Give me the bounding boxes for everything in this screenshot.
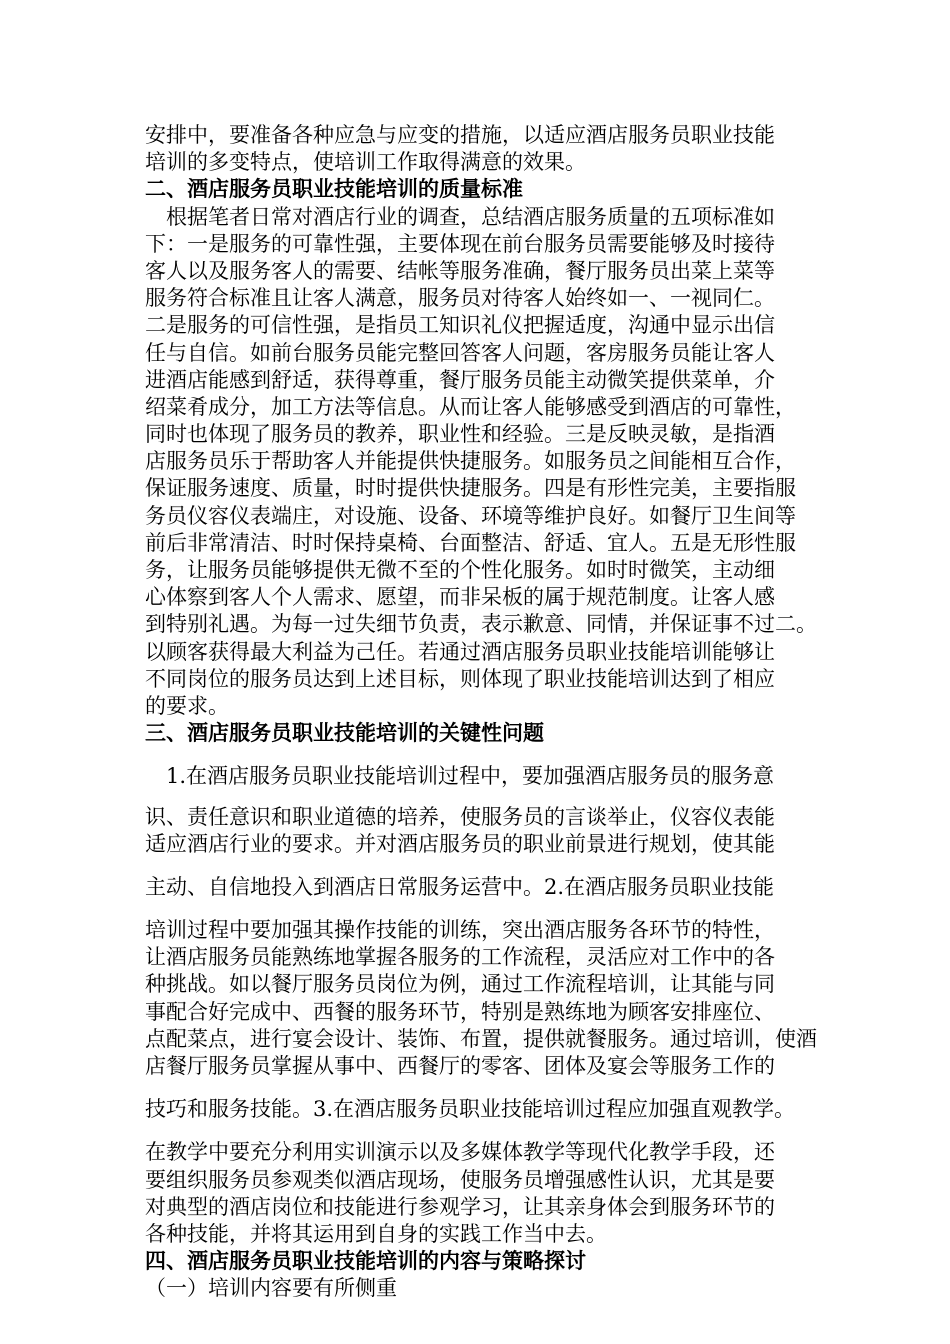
text-line: 不同岗位的服务员达到上述目标，则体现了职业技能培训达到了相应 — [145, 666, 775, 691]
text-line: 同时也体现了服务员的教养，职业性和经验。三是反映灵敏，是指酒 — [145, 422, 775, 447]
text-line: 适应酒店行业的要求。并对酒店服务员的职业前景进行规划，使其能 — [145, 831, 775, 856]
section-heading-3: 三、酒店服务员职业技能培训的关键性问题 — [145, 721, 544, 746]
text-line: 到特别礼遇。为每一过失细节负责，表示歉意、同情，并保证事不过二。 — [145, 612, 817, 637]
text-line: 识、责任意识和职业道德的培养，使服务员的言谈举止，仪容仪表能 — [145, 804, 775, 829]
text-line: 服务符合标准且让客人满意，服务员对待客人始终如一、一视同仁。 — [145, 286, 775, 311]
text-line: 要组织服务员参观类似酒店现场，使服务员增强感性认识，尤其是要 — [145, 1167, 775, 1192]
section-heading-2: 二、酒店服务员职业技能培训的质量标准 — [145, 177, 523, 202]
subsection-heading: （一）培训内容要有所侧重 — [145, 1276, 397, 1301]
text-line: 在教学中要充分利用实训演示以及多媒体教学等现代化教学手段，还 — [145, 1140, 775, 1165]
text-line: 培训过程中要加强其操作技能的训练，突出酒店服务各环节的特性， — [145, 918, 775, 943]
text-line: 培训的多变特点，使培训工作取得满意的效果。 — [145, 150, 586, 175]
text-line: 保证服务速度、质量，时时提供快捷服务。四是有形性完美，主要指服 — [145, 476, 796, 501]
text-line: 任与自信。如前台服务员能完整回答客人问题，客房服务员能让客人 — [145, 340, 775, 365]
text-line: 对典型的酒店岗位和技能进行参观学习，让其亲身体会到服务环节的 — [145, 1194, 775, 1219]
section-heading-4: 四、酒店服务员职业技能培训的内容与策略探讨 — [145, 1249, 586, 1274]
text-line: 店服务员乐于帮助客人并能提供快捷服务。如服务员之间能相互合作， — [145, 449, 796, 474]
text-line: 种挑战。如以餐厅服务员岗位为例，通过工作流程培训，让其能与同 — [145, 972, 775, 997]
text-line: 各种技能，并将其运用到自身的实践工作当中去。 — [145, 1221, 607, 1246]
text-line: 绍菜肴成分，加工方法等信息。从而让客人能够感受到酒店的可靠性， — [145, 394, 796, 419]
text-line: 以顾客获得最大利益为己任。若通过酒店服务员职业技能培训能够让 — [145, 639, 775, 664]
text-line: 根据笔者日常对酒店行业的调查，总结酒店服务质量的五项标准如 — [145, 204, 775, 229]
text-line: 务，让服务员能够提供无微不至的个性化服务。如时时微笑，主动细 — [145, 558, 775, 582]
text-line: 的要求。 — [145, 693, 229, 718]
text-line: 1.在酒店服务员职业技能培训过程中，要加强酒店服务员的服务意 — [145, 764, 775, 789]
text-line: 二是服务的可信性强，是指员工知识礼仪把握适度，沟通中显示出信 — [145, 313, 775, 338]
text-line: 下：一是服务的可靠性强，主要体现在前台服务员需要能够及时接待 — [145, 231, 775, 256]
text-line: 务员仪容仪表端庄，对设施、设备、环境等维护良好。如餐厅卫生间等 — [145, 503, 796, 528]
text-line: 主动、自信地投入到酒店日常服务运营中。2.在酒店服务员职业技能 — [145, 874, 775, 899]
text-line: 事配合好完成中、西餐的服务环节，特别是熟练地为顾客安排座位、 — [145, 999, 775, 1024]
text-line: 客人以及服务客人的需要、结帐等服务准确，餐厅服务员出菜上菜等 — [145, 258, 775, 283]
text-line: 点配菜点，进行宴会设计、装饰、布置，提供就餐服务。通过培训，使酒 — [145, 1026, 817, 1051]
text-line: 进酒店能感到舒适，获得尊重，餐厅服务员能主动微笑提供菜单，介 — [145, 367, 775, 392]
quality-standards-paragraph — [145, 204, 825, 721]
intro-paragraph — [145, 122, 825, 176]
text-line: 让酒店服务员能熟练地掌握各服务的工作流程，灵活应对工作中的各 — [145, 945, 775, 970]
text-line: 店餐厅服务员掌握从事中、西餐厅的零客、团体及宴会等服务工作的 — [145, 1054, 775, 1078]
text-line: 技巧和服务技能。3.在酒店服务员职业技能培训过程应加强直观教学。 — [145, 1097, 796, 1122]
document-page — [145, 122, 825, 1303]
text-line: 前后非常清洁、时时保持桌椅、台面整洁、舒适、宜人。五是无形性服 — [145, 530, 796, 555]
text-line: 心体察到客人个人需求、愿望，而非呆板的属于规范制度。让客人感 — [145, 585, 775, 610]
text-line: 安排中，要准备各种应急与应变的措施，以适应酒店服务员职业技能 — [145, 123, 775, 147]
